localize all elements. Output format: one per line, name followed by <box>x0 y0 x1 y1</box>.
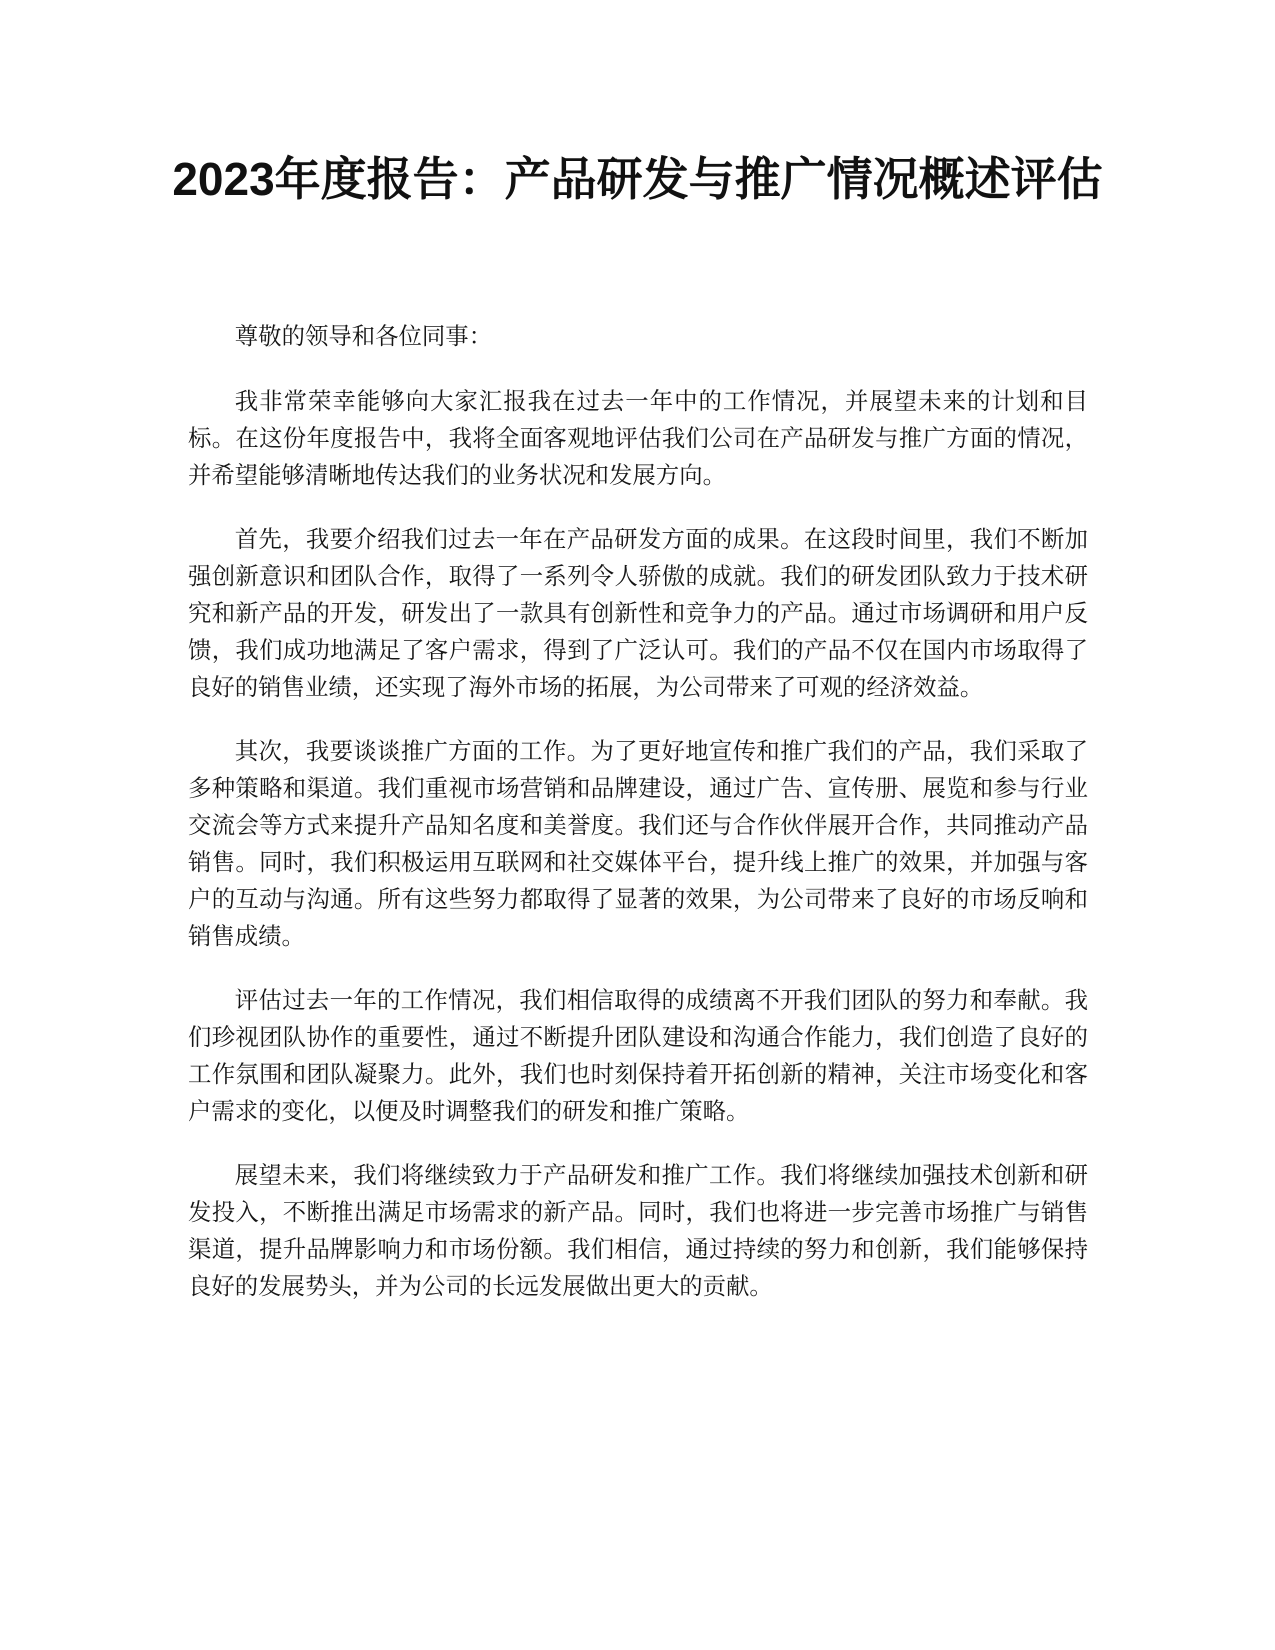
document-title: 2023年度报告：产品研发与推广情况概述评估 <box>172 153 1103 205</box>
paragraph-outlook: 展望未来，我们将继续致力于产品研发和推广工作。我们将继续加强技术创新和研发投入，不断推出满足市场需求的新产品。同时，我们也将进一步完善市场推广与销售渠道，提升品牌影响力和市场份额。我们相信，通过持续的努力和创新，我们能够保持良好的发展势头，并为公司的长远发展做出更大的贡献。 <box>188 1161 1088 1300</box>
paragraph-evaluation: 评估过去一年的工作情况，我们相信取得的成绩离不开我们团队的努力和奉献。我们珍视团队协作的重要性，通过不断提升团队建设和沟通合作能力，我们创造了良好的工作氛围和团队凝聚力。此外，我们也时刻保持着开拓创新的精神，关注市场变化和客户需求的变化，以便及时调整我们的研发和推广策略。 <box>188 986 1088 1125</box>
paragraph-product-development: 首先，我要介绍我们过去一年在产品研发方面的成果。在这段时间里，我们不断加强创新意识和团队合作，取得了一系列令人骄傲的成就。我们的研发团队致力于技术研究和新产品的开发，研发出了一款具有创新性和竞争力的产品。通过市场调研和用户反馈，我们成功地满足了客户需求，得到了广泛认可。我们的产品不仅在国内市场取得了良好的销售业绩，还实现了海外市场的拓展，为公司带来了可观的经济效益。 <box>188 525 1088 701</box>
salutation: 尊敬的领导和各位同事： <box>234 322 493 350</box>
paragraph-introduction: 我非常荣幸能够向大家汇报我在过去一年中的工作情况，并展望未来的计划和目标。在这份年度报告中，我将全面客观地评估我们公司在产品研发与推广方面的情况，并希望能够清晰地传达我们的业务状况和发展方向。 <box>188 387 1088 489</box>
document-body <box>188 318 1088 1332</box>
paragraph-promotion: 其次，我要谈谈推广方面的工作。为了更好地宣传和推广我们的产品，我们采取了多种策略和渠道。我们重视市场营销和品牌建设，通过广告、宣传册、展览和参与行业交流会等方式来提升产品知名度和美誉度。我们还与合作伙伴展开合作，共同推动产品销售。同时，我们积极运用互联网和社交媒体平台，提升线上推广的效果，并加强与客户的互动与沟通。所有这些努力都取得了显著的效果，为公司带来了良好的市场反响和销售成绩。 <box>188 737 1088 950</box>
